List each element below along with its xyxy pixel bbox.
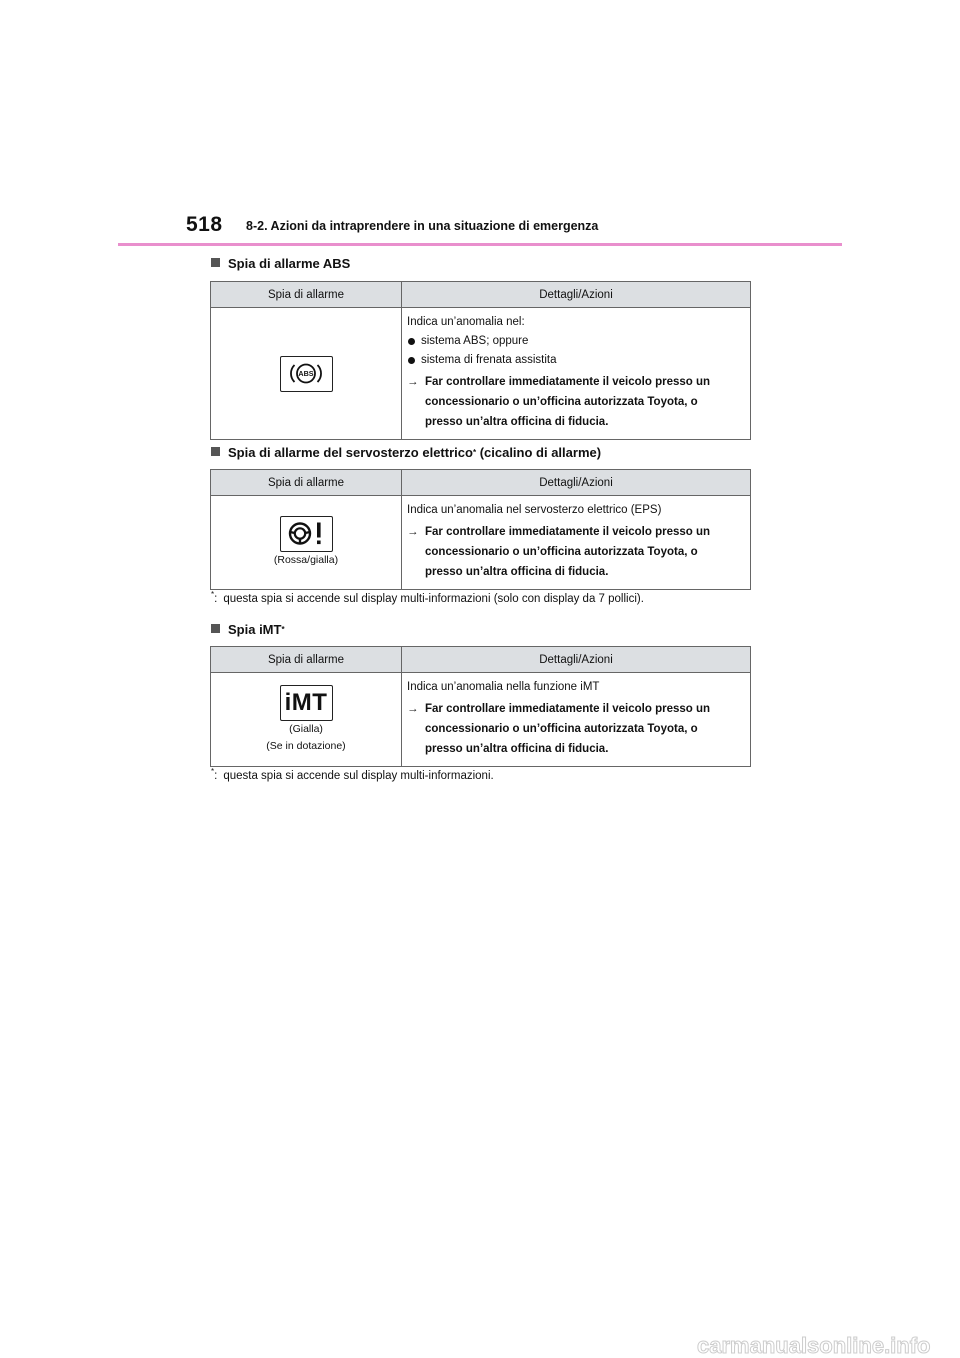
details-intro: Indica un’anomalia nel servosterzo elettrico (EPS) bbox=[407, 504, 662, 516]
column-header-details: Dettagli/Azioni bbox=[402, 470, 751, 496]
svg-text:ABS: ABS bbox=[297, 368, 314, 378]
action-line: Far controllare immediatamente il veicolo presso un bbox=[425, 376, 711, 388]
lamp-cell bbox=[211, 308, 402, 440]
imt-lamp-text: iMT bbox=[284, 688, 328, 716]
steering-wheel-warning-icon bbox=[280, 516, 333, 552]
list-item bbox=[407, 332, 744, 351]
bullet-dot-icon bbox=[408, 357, 415, 364]
lamp-cell bbox=[211, 496, 402, 590]
details-cell bbox=[402, 496, 751, 590]
footnote-text: questa spia si accende sul display multi-informazioni. bbox=[223, 769, 494, 782]
square-bullet-icon bbox=[211, 447, 220, 456]
action-line: concessionario o un’officina autorizzata Toyota, o bbox=[425, 546, 698, 558]
list-item-text: sistema di frenata assistita bbox=[421, 354, 557, 366]
lamp-color-caption: (Gialla) bbox=[289, 722, 323, 735]
action-line: Far controllare immediatamente il veicolo presso un bbox=[425, 526, 711, 538]
table-row bbox=[211, 496, 751, 590]
footnote-marker: * bbox=[281, 625, 285, 634]
header-divider bbox=[118, 243, 842, 246]
footnote-colon: : bbox=[214, 769, 218, 782]
column-header-details: Dettagli/Azioni bbox=[402, 282, 751, 308]
footnote-marker: * bbox=[211, 767, 215, 776]
action-line: presso un’altra officina di fiducia. bbox=[425, 416, 609, 428]
section-heading-eps bbox=[211, 445, 601, 460]
section-heading-text: Spia iMT bbox=[228, 622, 282, 637]
page-number: 518 bbox=[186, 213, 223, 236]
lamp-cell bbox=[211, 673, 402, 767]
action-line: concessionario o un’officina autorizzata Toyota, o bbox=[425, 396, 698, 408]
list-item-text: sistema ABS; oppure bbox=[421, 335, 529, 347]
action-line: concessionario o un’officina autorizzata Toyota, o bbox=[425, 723, 698, 735]
imt-warning-table bbox=[210, 646, 751, 767]
details-intro: Indica un’anomalia nel: bbox=[407, 316, 525, 328]
arrow-icon: → bbox=[407, 703, 419, 715]
lamp-availability-caption: (Se in dotazione) bbox=[266, 739, 346, 752]
footnote-marker: * bbox=[211, 590, 215, 599]
section-heading-text: Spia di allarme del servosterzo elettrico bbox=[228, 445, 473, 460]
footnote-text: questa spia si accende sul display multi-informazioni (solo con display da 7 pollici). bbox=[223, 592, 644, 605]
footnote-eps bbox=[211, 590, 644, 605]
lamp-color-caption: (Rossa/gialla) bbox=[273, 554, 339, 566]
table-header-row bbox=[211, 470, 751, 496]
eps-warning-table bbox=[210, 469, 751, 590]
table-row bbox=[211, 673, 751, 767]
column-header-lamp: Spia di allarme bbox=[211, 470, 402, 496]
arrow-icon: → bbox=[407, 376, 419, 388]
bullet-dot-icon bbox=[408, 338, 415, 345]
section-heading-suffix: (cicalino di allarme) bbox=[479, 445, 602, 460]
imt-warning-icon bbox=[280, 685, 333, 721]
action-instruction bbox=[407, 699, 744, 759]
details-intro: Indica un’anomalia nella funzione iMT bbox=[407, 681, 600, 693]
square-bullet-icon bbox=[211, 624, 220, 633]
action-line: presso un’altra officina di fiducia. bbox=[425, 566, 609, 578]
abs-warning-icon bbox=[280, 356, 333, 392]
column-header-details: Dettagli/Azioni bbox=[402, 647, 751, 673]
abs-warning-table bbox=[210, 281, 751, 440]
arrow-icon: → bbox=[407, 526, 419, 538]
list-item bbox=[407, 351, 744, 370]
section-heading-text: Spia di allarme ABS bbox=[228, 256, 351, 271]
details-cell bbox=[402, 673, 751, 767]
section-heading-abs bbox=[211, 256, 350, 271]
section-heading-imt bbox=[211, 622, 285, 637]
table-header-row bbox=[211, 282, 751, 308]
table-header-row bbox=[211, 647, 751, 673]
action-line: Far controllare immediatamente il veicolo presso un bbox=[425, 703, 711, 715]
chapter-title: 8-2. Azioni da intraprendere in una situazione di emergenza bbox=[246, 219, 599, 233]
table-row bbox=[211, 308, 751, 440]
footnote-colon: : bbox=[214, 592, 218, 605]
footnote-imt bbox=[211, 767, 494, 782]
action-instruction bbox=[407, 372, 744, 432]
action-instruction bbox=[407, 522, 744, 582]
column-header-lamp: Spia di allarme bbox=[211, 282, 402, 308]
footnote-marker: * bbox=[472, 448, 477, 457]
action-line: presso un’altra officina di fiducia. bbox=[425, 743, 609, 755]
watermark-text: carmanualsonline.info bbox=[697, 1334, 931, 1358]
details-cell bbox=[402, 308, 751, 440]
watermark bbox=[695, 1334, 960, 1358]
column-header-lamp: Spia di allarme bbox=[211, 647, 402, 673]
square-bullet-icon bbox=[211, 258, 220, 267]
